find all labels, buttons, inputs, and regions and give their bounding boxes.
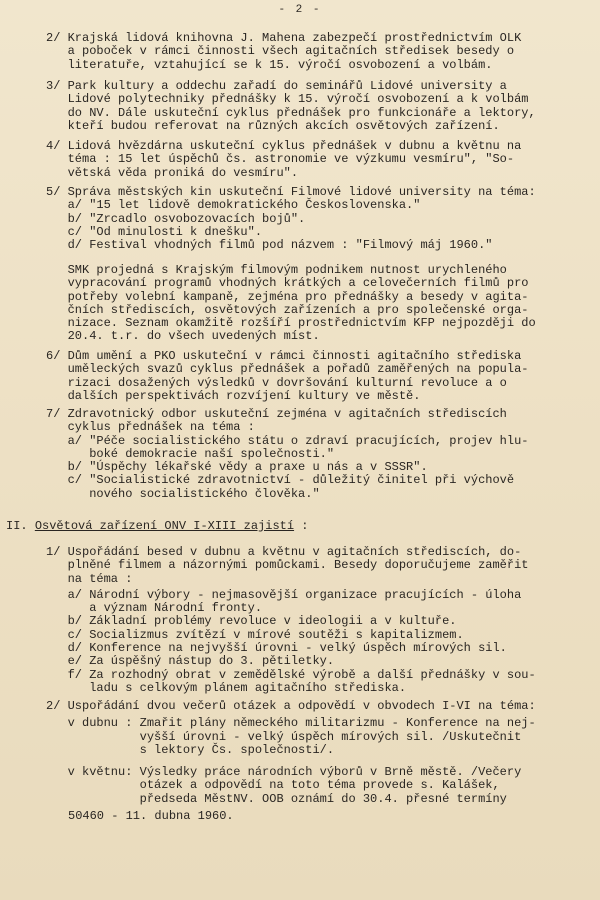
item-4 — [46, 140, 600, 180]
text-line: 6/ Dům umění a PKO uskuteční v rámci činnosti agitačního střediska — [46, 349, 522, 363]
text-line: f/ Za rozhodný obrat v zemědělské výrobě a další přednášky v sou- — [46, 667, 536, 682]
text-line: 5/ Správa městských kin uskuteční Filmové lidové university na téma: — [46, 185, 536, 199]
text-line: c/ "Od minulosti k dnešku". — [46, 224, 263, 239]
text-line: vypracování programů vhodných krátkých a celovečerních filmů pro — [46, 276, 529, 291]
section-ii-item-1 — [46, 546, 600, 695]
section-title: Osvětová zařízení ONV I-XIII zajistí — [34, 519, 295, 533]
text-line: v dubnu : Zmařit plány německého militarizmu - Konference na nej- — [46, 716, 536, 731]
section-ii-item-2-may — [46, 766, 600, 806]
text-line: c/ "Socialistické zdravotnictví - důležitý činitel při výchově — [46, 473, 515, 488]
text-line: b/ "Zrcadlo osvobozovacích bojů". — [46, 211, 306, 226]
text-line: c/ Socializmus zvítězí v mírové soutěži s kapitalizmem. — [46, 627, 464, 642]
text-line: ladu s celkovým plánem agitačního střediska. — [46, 680, 407, 695]
text-line: a/ "Péče socialistického státu o zdraví pracujících, projev hlu- — [46, 433, 529, 448]
text-line: cyklus přednášek na téma : — [46, 420, 255, 435]
text-line: vyšší úrovni - velký úspěch mírových sil. /Uskutečnit — [46, 729, 522, 744]
section-number: II. — [6, 519, 28, 533]
text-line: v květnu: Výsledky práce národních výborů v Brně městě. /Večery — [46, 765, 522, 779]
text-line: téma : 15 let úspěchů čs. astronomie ve výzkumu vesmíru", "So- — [46, 152, 515, 167]
text-line: čních střediscích, osvětových zařízeních a pro společenské orga- — [46, 302, 529, 317]
section-ii-item-2 — [46, 700, 600, 757]
section-ii-heading — [6, 520, 600, 533]
section-title-suffix: : — [294, 519, 309, 533]
text-line: a poboček v rámci činnosti všech agitačních středisek besedy o — [46, 44, 515, 59]
text-line: d/ Festival vhodných filmů pod názvem : "Filmový máj 1960." — [46, 238, 493, 253]
text-line: boké demokracie naší společnosti." — [46, 446, 335, 461]
text-line: do NV. Dále uskuteční cyklus přednášek pro funkcionáře a lektory, — [46, 105, 536, 120]
footer-line: 50460 - 11. dubna 1960. — [68, 809, 234, 823]
text-line: Lidové polytechniky přednášky k 15. výročí osvobození a k volbám — [46, 92, 529, 107]
text-line: 2/ Uspořádání dvou večerů otázek a odpovědí v obvodech I-VI na téma: — [46, 699, 536, 713]
text-line: předseda MěstNV. OOB oznámí do 30.4. přesné termíny — [46, 791, 507, 806]
text-line: 4/ Lidová hvězdárna uskuteční cyklus přednášek v dubnu a květnu na — [46, 139, 522, 153]
document-footer-reference — [68, 810, 600, 823]
item-6 — [46, 350, 600, 403]
text-line: literatuře, vztahující se k 15. výročí osvobození a volbám. — [46, 57, 493, 72]
text-line: e/ Za úspěšný nástup do 3. pětiletky. — [46, 654, 335, 669]
item-3 — [46, 80, 600, 133]
text-line: potřeby volební kampaně, zejména pro přednášky a besedy v agita- — [46, 289, 529, 304]
text-line: otázek a odpovědí na toto téma provede s. Kalášek, — [46, 778, 500, 793]
text-line: uměleckých svazů cyklus přednášek a pořadů zaměřených na popula- — [46, 362, 529, 377]
text-line: nizace. Seznam okamžitě rozšíří prostřednictvím KFP nejpozději do — [46, 316, 536, 331]
item-7 — [46, 408, 600, 501]
page-number: - 2 - — [278, 4, 322, 16]
text-line: plněné filmem a názornými pomůckami. Besedy doporučujeme zaměřit — [46, 558, 529, 573]
text-line: na téma : — [46, 571, 133, 586]
text-line: b/ Základní problémy revoluce v ideologii a v kultuře. — [46, 614, 457, 629]
smk-paragraph — [46, 264, 600, 344]
text-line: b/ "Úspěchy lékařské vědy a praxe u nás a v SSSR". — [46, 460, 428, 475]
text-line: a význam Národní fronty. — [46, 601, 263, 616]
text-line: d/ Konference na nejvyšší úrovni - velký úspěch mírových sil. — [46, 641, 507, 656]
item-2 — [46, 32, 600, 72]
text-line: a/ Národní výbory - nejmasovější organizace pracujících - úloha — [46, 587, 522, 602]
text-line: 20.4. t.r. do všech uvedených míst. — [46, 329, 320, 344]
text-line: SMK projedná s Krajským filmovým podnikem nutnost urychleného — [46, 263, 507, 277]
text-line: 2/ Krajská lidová knihovna J. Mahena zabezpečí prostřednictvím OLK — [46, 31, 522, 45]
text-line: s lektory Čs. společnosti/. — [46, 742, 335, 757]
text-line: 7/ Zdravotnický odbor uskuteční zejména v agitačních střediscích — [46, 407, 507, 421]
item-5 — [46, 186, 600, 252]
text-line: dalších perspektivách rozvíjení kultury ve městě. — [46, 388, 421, 403]
text-line: kteří budou referovat na různých akcích osvětových zařízení. — [46, 118, 500, 133]
text-line: 3/ Park kultury a oddechu zařadí do seminářů Lidové university a — [46, 79, 507, 93]
text-line: rizaci dosažených výsledků v dovršování kulturní revoluce a o — [46, 375, 507, 390]
text-line: a/ "15 let lidově demokratického Československa." — [46, 198, 421, 213]
text-line: 1/ Uspořádání besed v dubnu a květnu v agitačních střediscích, do- — [46, 545, 522, 559]
text-line: větská věda proniká do vesmíru". — [46, 165, 299, 180]
text-line: nového socialistického člověka." — [46, 486, 320, 501]
